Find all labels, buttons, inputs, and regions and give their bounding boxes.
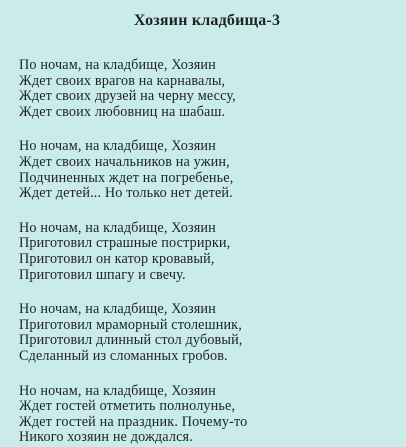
poem-line: Приготовил страшные пострирки, [19, 235, 231, 252]
poem-line: Сделанный из сломанных гробов. [19, 347, 228, 364]
stanza-3 [19, 221, 406, 283]
poem-line: Но ночам, на кладбище, Хозяин [19, 301, 216, 318]
poem-body [0, 58, 406, 446]
poem-line: Ждет гостей отметить полнолунье, [19, 398, 236, 415]
stanza-4 [19, 302, 406, 364]
poem-line: Приготовил шпагу и свечу. [19, 266, 186, 283]
poem-line: Ждет своих любовниц на шабаш. [19, 103, 226, 120]
poem-line: Ждет гостей на праздник. Почему-то [19, 413, 248, 430]
poem-line: Подчиненных ждет на погребенье, [19, 169, 234, 186]
stanza-2 [19, 139, 406, 201]
poem-line: Приготовил он катор кровавый, [19, 250, 215, 267]
poem-line: Ждет своих начальников на ужин, [19, 153, 230, 170]
poem-line: Приготовил мраморный столешник, [19, 316, 242, 333]
stanza-1 [19, 58, 406, 120]
poem-line: Ждет детей... Но только нет детей. [19, 185, 233, 202]
poem-line: Приготовил длинный стол дубовый, [19, 332, 243, 349]
poem-line: Ждет своих врагов на карнавалы, [19, 72, 226, 89]
poem-title: Хозяин кладбища-3 [133, 12, 281, 29]
poem-line: Никого хозяин не дождался. [19, 429, 193, 446]
poem-line: Но ночам, на кладбище, Хозяин [19, 219, 216, 236]
poem-line: Но ночам, на кладбище, Хозяин [19, 138, 216, 155]
poem-line: Но ночам, на кладбище, Хозяин [19, 382, 216, 399]
poem-line: По ночам, на кладбище, Хозяин [19, 57, 216, 73]
stanza-5 [19, 384, 406, 446]
poem-line: Ждет своих друзей на черну мессу, [19, 88, 236, 105]
